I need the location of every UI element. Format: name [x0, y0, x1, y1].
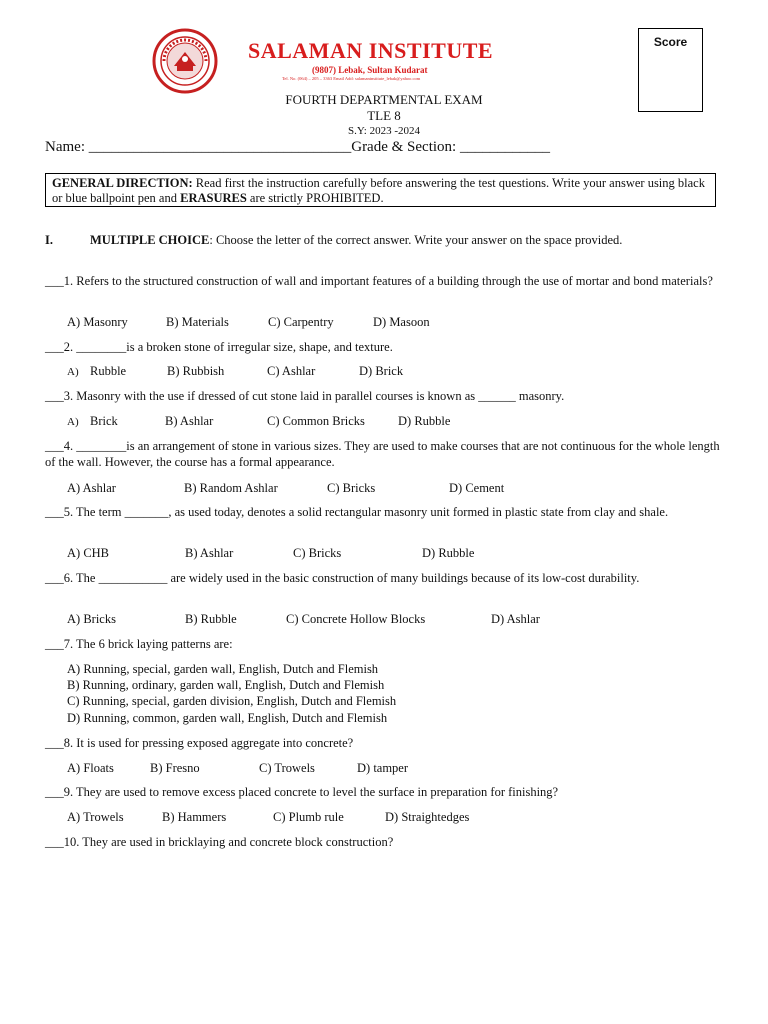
- question-7: ___7. The 6 brick laying patterns are:: [45, 637, 233, 651]
- question-3: ___3. Masonry with the use if dressed of cut stone laid in parallel courses is known as ______ masonry.: [45, 389, 565, 403]
- option-a-label: A): [67, 366, 79, 378]
- direction-label: GENERAL DIRECTION:: [52, 176, 193, 190]
- option-a[interactable]: A) Trowels: [67, 810, 124, 824]
- section-instruction: : Choose the letter of the correct answer. Write your answer on the space provided.: [209, 233, 623, 247]
- list-option-a[interactable]: A) Running, special, garden wall, English, Dutch and Flemish: [67, 662, 379, 676]
- option-c[interactable]: C) Trowels: [259, 761, 315, 775]
- question-5: ___5. The term _______, as used today, denotes a solid rectangular masonry unit formed in plastic state from clay and shale.: [45, 505, 669, 519]
- option-c[interactable]: C) Plumb rule: [273, 810, 344, 824]
- section-heading: [90, 232, 690, 248]
- section-title: MULTIPLE CHOICE: [90, 233, 210, 247]
- option-a[interactable]: A) Bricks: [67, 612, 116, 626]
- option-d[interactable]: D) Brick: [359, 364, 404, 378]
- option-c[interactable]: C) Ashlar: [267, 364, 316, 378]
- question-2: ___2. ________is a broken stone of irregular size, shape, and texture.: [45, 340, 393, 354]
- name-grade-section-line[interactable]: Name: ___________________________________Grade & Section: ____________: [45, 139, 550, 155]
- question-9: ___9. They are used to remove excess placed concrete to level the surface in preparation for finishing?: [45, 785, 559, 799]
- question-6: ___6. The ___________ are widely used in the basic construction of many buildings because of its low-cost durability.: [45, 571, 640, 585]
- option-b[interactable]: B) Rubble: [185, 612, 237, 626]
- direction-text-end: are strictly PROHIBITED.: [246, 191, 384, 205]
- option-c[interactable]: C) Concrete Hollow Blocks: [286, 612, 426, 626]
- list-option-c[interactable]: C) Running, special, garden division, English, Dutch and Flemish: [67, 694, 397, 708]
- option-b[interactable]: B) Random Ashlar: [184, 481, 278, 495]
- option-c[interactable]: C) Common Bricks: [267, 414, 365, 428]
- exam-title: FOURTH DEPARTMENTAL EXAM: [285, 92, 483, 107]
- list-option-d[interactable]: D) Running, common, garden wall, English, Dutch and Flemish: [67, 711, 388, 725]
- question-8: ___8. It is used for pressing exposed aggregate into concrete?: [45, 736, 354, 750]
- option-a[interactable]: A) Masonry: [67, 315, 128, 329]
- option-a[interactable]: Rubble: [90, 364, 127, 378]
- question-10: ___10. They are used in bricklaying and concrete block construction?: [45, 835, 394, 849]
- score-label: Score: [653, 35, 688, 49]
- option-c[interactable]: C) Bricks: [293, 546, 342, 560]
- institute-name: SALAMAN INSTITUTE: [248, 38, 494, 63]
- option-a[interactable]: A) CHB: [67, 546, 110, 560]
- section-number: I.: [45, 233, 53, 247]
- option-d[interactable]: D) Ashlar: [491, 612, 540, 626]
- option-a[interactable]: Brick: [90, 414, 118, 428]
- option-b[interactable]: B) Ashlar: [185, 546, 234, 560]
- institute-contact: Tel. No. (064) – 205 – 3363 Email Add: salamaninstitute_lebak@yahoo.com: [282, 76, 421, 81]
- list-option-b[interactable]: B) Running, ordinary, garden wall, English, Dutch and Flemish: [67, 678, 385, 692]
- direction-emphasis: ERASURES: [180, 191, 247, 205]
- institute-seal-icon: [152, 28, 218, 94]
- option-a-label: A): [67, 416, 79, 428]
- option-d[interactable]: D) Masoon: [373, 315, 430, 329]
- institute-address: (9807) Lebak, Sultan Kudarat: [312, 65, 428, 75]
- direction-text: Read first the instruction carefully before answering the test questions. Write your answer using black or blue ballpoint pen and: [52, 176, 705, 205]
- question-1: ___1. Refers to the structured construction of wall and important features of a building through the use of mortar and bond materials?: [45, 274, 713, 288]
- option-b[interactable]: B) Hammers: [162, 810, 227, 824]
- option-d[interactable]: D) tamper: [357, 761, 409, 775]
- school-year: S.Y: 2023 -2024: [347, 125, 421, 137]
- option-a[interactable]: A) Floats: [67, 761, 114, 775]
- option-b[interactable]: B) Fresno: [150, 761, 200, 775]
- exam-subject: TLE 8: [367, 108, 401, 123]
- option-b[interactable]: B) Rubbish: [167, 364, 225, 378]
- option-c[interactable]: C) Bricks: [327, 481, 376, 495]
- question-4: ___4. ________is an arrangement of stone in various sizes. They are used to make courses that are not continuous for the whole length of the wall. However, the course has a formal appearance.: [45, 439, 720, 469]
- option-a[interactable]: A) Ashlar: [67, 481, 116, 495]
- option-d[interactable]: D) Rubble: [422, 546, 475, 560]
- option-b[interactable]: B) Materials: [166, 315, 229, 329]
- option-d[interactable]: D) Rubble: [398, 414, 451, 428]
- option-b[interactable]: B) Ashlar: [165, 414, 214, 428]
- general-direction-box: [45, 173, 716, 207]
- option-d[interactable]: D) Cement: [449, 481, 505, 495]
- option-c[interactable]: C) Carpentry: [268, 315, 334, 329]
- option-d[interactable]: D) Straightedges: [385, 810, 470, 824]
